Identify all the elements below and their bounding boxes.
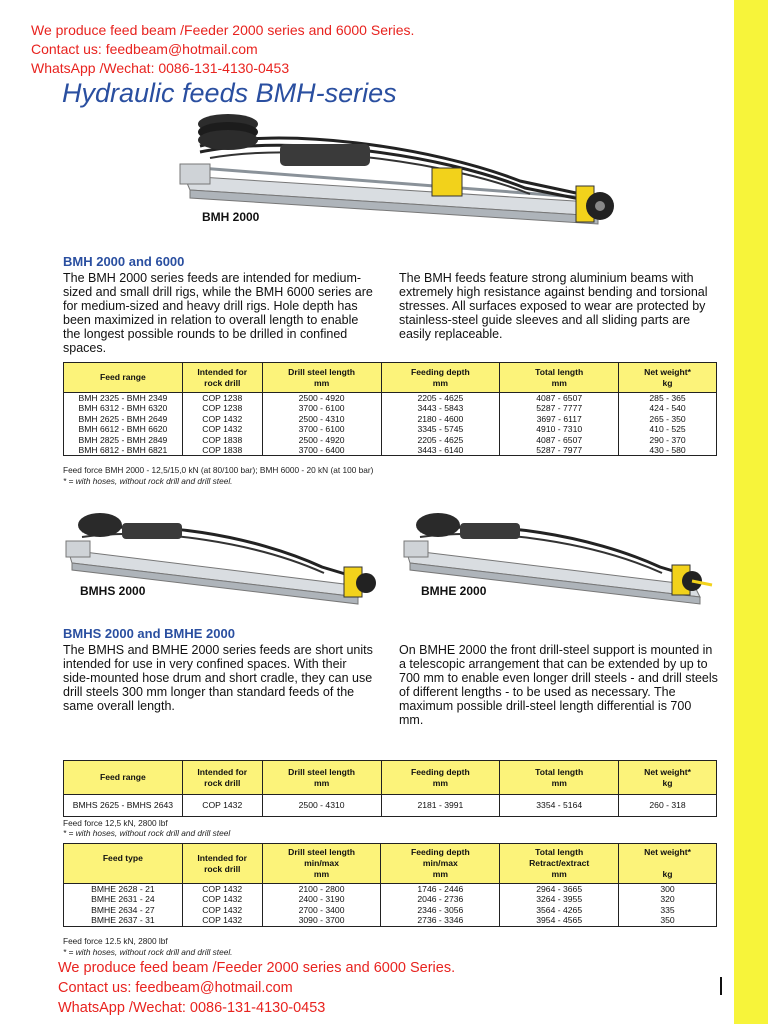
table-row: BMH 2325 - BMH 2349 COP 1238 2500 - 4920 2205 - 4625 4087 - 6507 285 - 365 xyxy=(64,393,717,404)
header-feeding-depth: Feeding depth mm xyxy=(381,363,500,393)
table3-feed-force-note: Feed force 12.5 kN, 2800 lbf xyxy=(63,936,168,946)
header-total-length: Total length mm xyxy=(500,761,619,795)
figure-caption-bmhe-2000: BMHE 2000 xyxy=(421,584,487,598)
header-total-length: Total length mm xyxy=(500,363,619,393)
header-feed-range: Feed range xyxy=(64,363,183,393)
section1-left-text: The BMH 2000 series feeds are intended for medium-sized and small drill rigs, while the BMH 6000 series are for medium-sized and heavy drill rigs. Hole depth has been maximized in relation to overall length to enable the longest possible rounds to be drilled in confined spaces. xyxy=(63,271,373,355)
promo-bottom xyxy=(58,958,455,1018)
figure-caption-bmhs-2000: BMHS 2000 xyxy=(80,584,146,598)
section-heading-bmhs-bmhe: BMHS 2000 and BMHE 2000 xyxy=(63,626,235,641)
header-drill-steel-length: Drill steel length mm xyxy=(262,761,381,795)
header-rock-drill: Intended for rock drill xyxy=(182,844,262,884)
table-bmh-specs xyxy=(63,362,717,456)
header-drill-steel-length: Drill steel length mm xyxy=(262,363,381,393)
header-feeding-depth: Feeding depth min/max mm xyxy=(381,844,500,884)
table-row: BMH 2825 - BMH 2849 COP 1838 2500 - 4920 2205 - 4625 4087 - 6507 290 - 370 xyxy=(64,435,717,445)
table2-footnote: * = with hoses, without rock drill and drill steel xyxy=(63,828,231,838)
table-row: BMH 6312 - BMH 6320 COP 1238 3700 - 6100 3443 - 5843 5287 - 7777 424 - 540 xyxy=(64,403,717,413)
header-feed-range: Feed range xyxy=(64,761,183,795)
table-row: BMHE 2628 - 21 COP 1432 2100 - 2800 1746 - 2446 2964 - 3665 300 xyxy=(64,884,717,895)
section2-left-text: The BMHS and BMHE 2000 series feeds are short units intended for use in very confined spaces. With their side-mounted hose drum and short cradle, they can use drill steels 300 mm longer than standard feeds of the same overall length. xyxy=(63,643,373,713)
header-rock-drill: Intended for rock drill xyxy=(182,761,262,795)
bmhe-2000-feed-illustration xyxy=(400,505,718,615)
page-edge-mark xyxy=(720,977,722,995)
header-net-weight: Net weight* kg xyxy=(619,761,717,795)
header-rock-drill: Intended for rock drill xyxy=(182,363,262,393)
promo-top-line1: We produce feed beam /Feeder 2000 series and 6000 Series. xyxy=(31,22,415,38)
header-feeding-depth: Feeding depth mm xyxy=(381,761,500,795)
table-row: BMH 6612 - BMH 6620 COP 1432 3700 - 6100 3345 - 5745 4910 - 7310 410 - 525 xyxy=(64,424,717,434)
section2-right-text: On BMHE 2000 the front drill-steel support is mounted in a telescopic arrangement that can be extended by up to 700 mm to enable even longer drill steels - and drill steels of different lengths - to be used as necessary. The maximum possible drill-steel length differential is 700 mm. xyxy=(399,643,718,727)
table-row: BMHE 2637 - 31 COP 1432 3090 - 3700 2736 - 3346 3954 - 4565 350 xyxy=(64,915,717,926)
header-net-weight: Net weight* kg xyxy=(619,844,717,884)
table-row: BMHS 2625 - BMHS 2643 COP 1432 2500 - 4310 2181 - 3991 3354 - 5164 260 - 318 xyxy=(64,795,717,817)
header-feed-type: Feed type xyxy=(64,844,183,884)
promo-bottom-line1: We produce feed beam /Feeder 2000 series and 6000 Series. xyxy=(58,960,456,976)
header-net-weight: Net weight* kg xyxy=(619,363,717,393)
table1-feed-force-note: Feed force BMH 2000 - 12,5/15,0 kN (at 80/100 bar); BMH 6000 - 20 kN (at 100 bar) xyxy=(63,465,374,475)
header-total-length: Total length Retract/extract mm xyxy=(500,844,619,884)
promo-top-whatsapp: WhatsApp /Wechat: 0086-131-4130-0453 xyxy=(31,60,290,76)
promo-top-email[interactable]: Contact us: feedbeam@hotmail.com xyxy=(31,41,258,57)
promo-bottom-email[interactable]: Contact us: feedbeam@hotmail.com xyxy=(58,980,293,996)
table-row: BMH 2625 - BMH 2649 COP 1432 2500 - 4310 2180 - 4600 3697 - 6117 265 - 350 xyxy=(64,414,717,424)
section-heading-bmh-2000-6000: BMH 2000 and 6000 xyxy=(63,254,185,269)
table2-feed-force-note: Feed force 12,5 kN, 2800 lbf xyxy=(63,818,168,828)
table-row: BMH 6812 - BMH 6821 COP 1838 3700 - 6400 3443 - 6140 5287 - 7977 430 - 580 xyxy=(64,445,717,456)
table-bmhe-specs xyxy=(63,843,717,927)
promo-top xyxy=(31,21,414,78)
page-title: Hydraulic feeds BMH-series xyxy=(62,78,397,108)
figure-caption-bmh-2000: BMH 2000 xyxy=(202,210,260,224)
table1-footnote: * = with hoses, without rock drill and drill steel. xyxy=(63,476,233,486)
bmhs-2000-feed-illustration xyxy=(62,505,380,615)
table-row: BMHE 2634 - 27 COP 1432 2700 - 3400 2346 - 3056 3564 - 4265 335 xyxy=(64,905,717,915)
header-drill-steel-length: Drill steel length min/max mm xyxy=(262,844,381,884)
table-bmhs-specs xyxy=(63,760,717,817)
side-yellow-band xyxy=(734,0,768,1024)
table-row: BMHE 2631 - 24 COP 1432 2400 - 3190 2046 - 2736 3264 - 3955 320 xyxy=(64,894,717,904)
section1-right-text: The BMH feeds feature strong aluminium beams with extremely high resistance against bending and torsional stresses. All surfaces exposed to wear are protected by stainless-steel guide sleeves and all sliding parts are easily replaceable. xyxy=(399,271,708,341)
promo-bottom-whatsapp: WhatsApp /Wechat: 0086-131-4130-0453 xyxy=(58,1000,326,1016)
table3-footnote: * = with hoses, without rock drill and drill steel. xyxy=(63,947,233,957)
